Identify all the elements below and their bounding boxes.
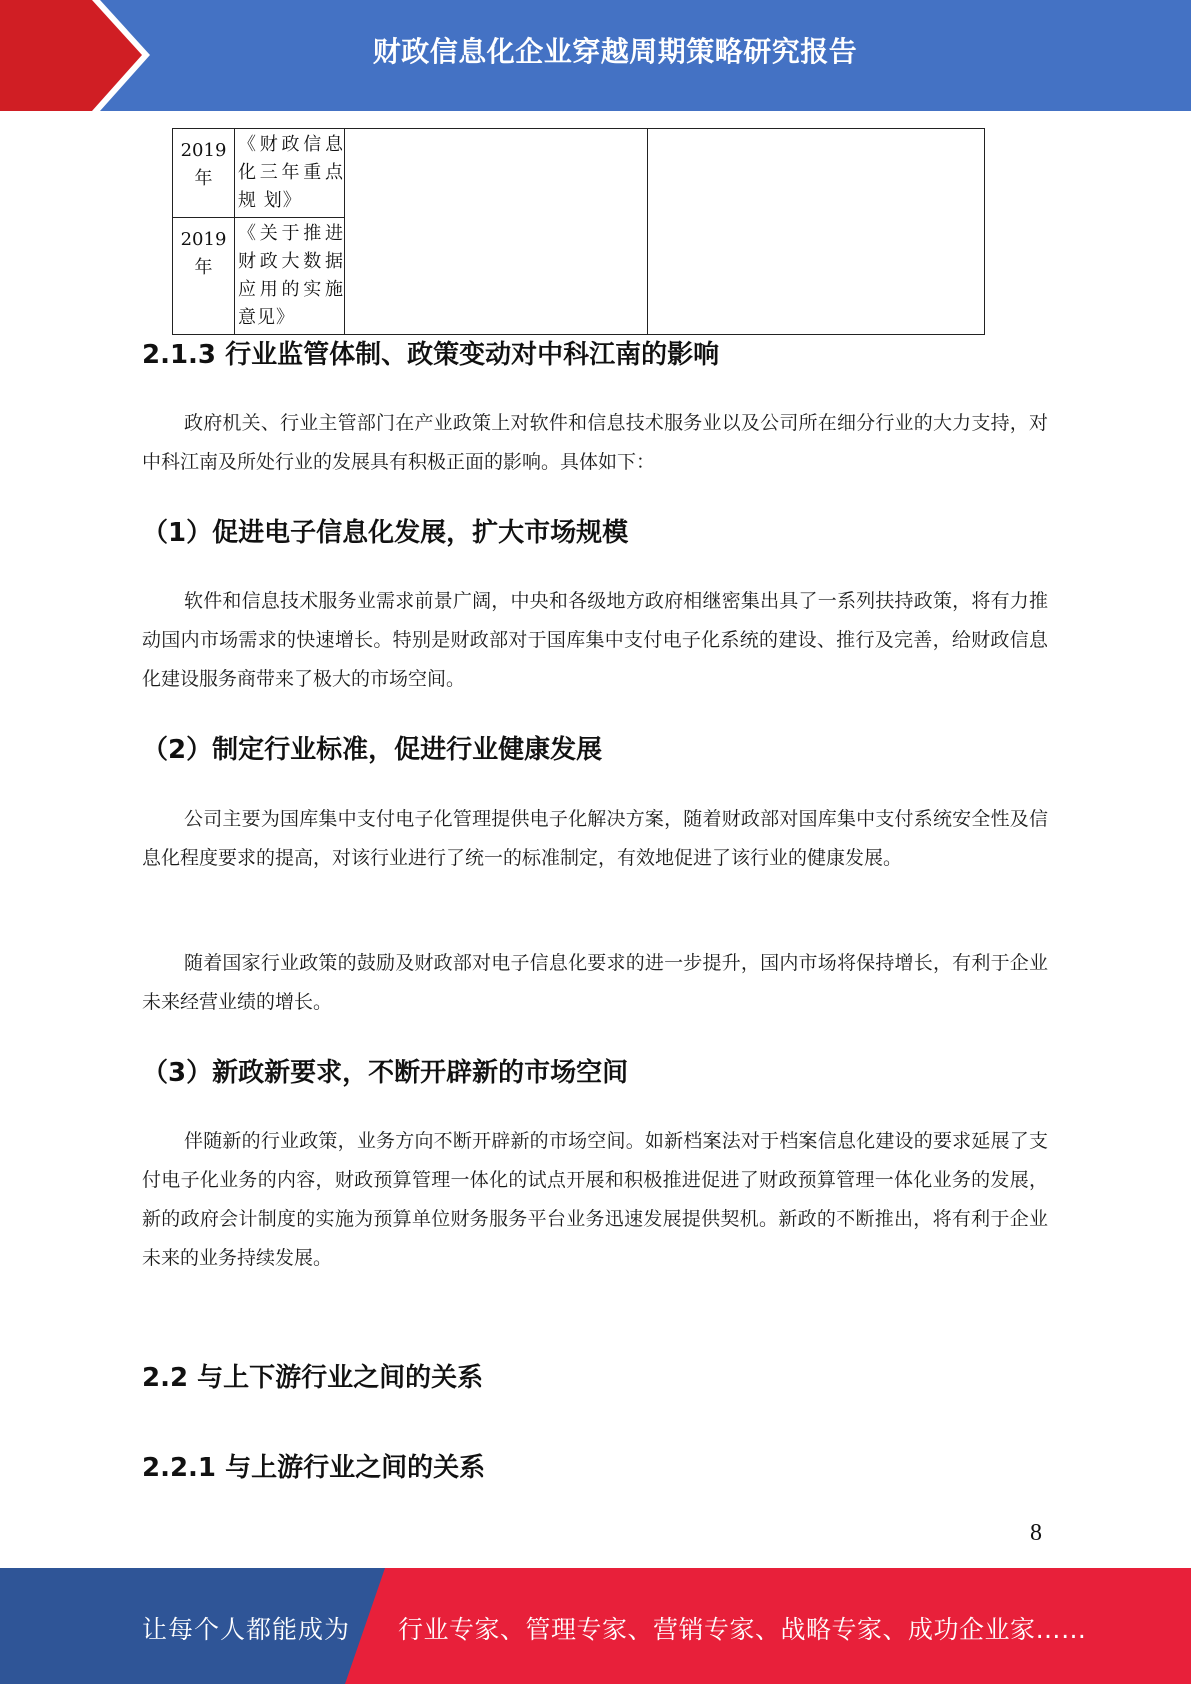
red-chevron-decoration [0,0,160,111]
paragraph-3: 伴随新的行业政策，业务方向不断开辟新的市场空间。如新档案法对于档案信息化建设的要求延展了支付电子化业务的内容，财政预算管理一体化的试点开展和积极推进促进了财政预算管理一体化业务的发展，新的政府会计制度的实施为预算单位财务服务平台业务迅速发展提供契机。新政的不断推出，将有利于企业未来的业务持续发展。 [142,1130,1048,1269]
paragraph-1: 软件和信息技术服务业需求前景广阔，中央和各级地方政府相继密集出具了一系列扶持政策，将有力推动国内市场需求的快速增长。特别是财政部对于国库集中支付电子化系统的建设、推行及完善，给财政信息化建设服务商带来了极大的市场空间。 [142,590,1048,690]
policy-table [172,128,985,335]
policy-year: 2019 年 [173,129,235,218]
paragraph-intro: 政府机关、行业主管部门在产业政策上对软件和信息技术服务业以及公司所在细分行业的大力支持，对中科江南及所处行业的发展具有积极正面的影响。具体如下： [142,412,1048,473]
policy-name: 《财政信息化三年重点规 划》 [235,129,345,218]
section-heading-2-2: 2.2 与上下游行业之间的关系 [142,1363,484,1393]
section-heading-2-1-3: 2.1.3 行业监管体制、政策变动对中科江南的影响 [142,340,720,370]
subheading-1: （1）促进电子信息化发展，扩大市场规模 [142,518,629,548]
footer-slogan-right: 行业专家、管理专家、营销专家、战略专家、成功企业家…… [398,1615,1087,1644]
table-cell-empty [345,129,648,335]
policy-year: 2019 年 [173,218,235,335]
page-number: 8 [1030,1520,1042,1546]
paragraph-2a: 公司主要为国库集中支付电子化管理提供电子化解决方案，随着财政部对国库集中支付系统安全性及信息化程度要求的提高，对该行业进行了统一的标准制定，有效地促进了该行业的健康发展。 [142,808,1048,869]
page-header [0,0,1191,111]
section-heading-2-2-1: 2.2.1 与上游行业之间的关系 [142,1453,486,1483]
table-row [173,129,985,218]
subheading-2: （2）制定行业标准，促进行业健康发展 [142,735,603,765]
report-title: 财政信息化企业穿越周期策略研究报告 [372,35,858,68]
policy-name: 《关于推进财政大数据应用的实施意见》 [235,218,345,335]
paragraph-2b: 随着国家行业政策的鼓励及财政部对电子信息化要求的进一步提升，国内市场将保持增长，有利于企业未来经营业绩的增长。 [142,952,1048,1013]
table-cell-empty [648,129,985,335]
page-footer [0,1568,1191,1684]
subheading-3: （3）新政新要求，不断开辟新的市场空间 [142,1058,629,1088]
footer-slogan-left: 让每个人都能成为 [142,1615,351,1644]
